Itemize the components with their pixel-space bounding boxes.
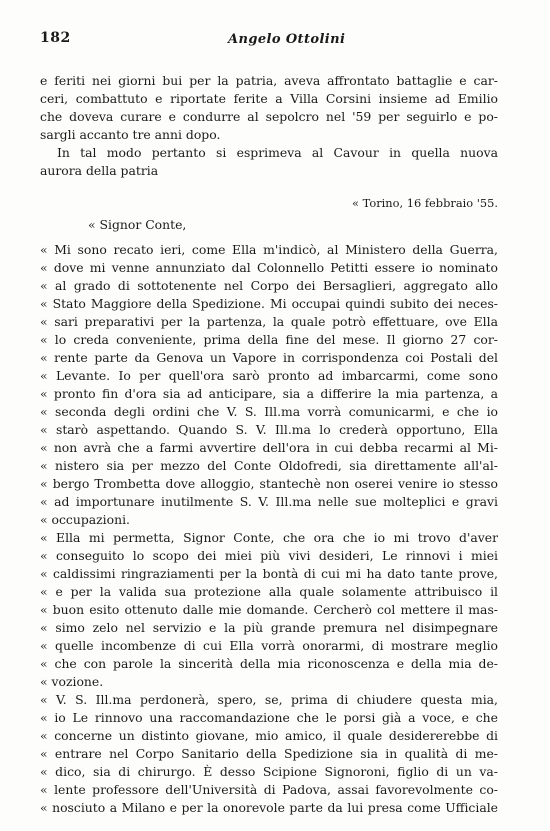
quoted-line: « Levante. Io per quell'ora sarò pronto ad imbarcarmi, come sono [40, 368, 498, 383]
quoted-line: « io Le rinnovo una raccomandazione che le porsi già a voce, e che [40, 710, 498, 725]
quoted-line: « dove mi venne annunziato dal Colonnello Petitti essere io nominato [40, 260, 498, 275]
quoted-line: « rente parte da Genova un Vapore in corrispondenza coi Postali del [40, 350, 498, 365]
quoted-line: « caldissimi ringraziamenti per la bontà di cui mi ha dato tante prove, [40, 566, 498, 581]
quoted-line: « Stato Maggiore della Spedizione. Mi occupai quindi subito dei neces- [40, 296, 498, 311]
quoted-line: « simo zelo nel servizio e la più grande premura nel disimpegnare [40, 620, 498, 635]
quoted-line: « concerne un distinto giovane, mio amico, il quale desidererebbe di [40, 728, 498, 743]
quoted-line: « nosciuto a Milano e per la onorevole parte da lui presa come Ufficiale [40, 800, 498, 815]
quoted-line: « nistero sia per mezzo del Conte Oldofredi, sia direttamente all'al- [40, 458, 498, 473]
quoted-line: « quelle incombenze di cui Ella vorrà onorarmi, di mostrare meglio [40, 638, 498, 653]
page-number: 182 [40, 30, 71, 46]
quoted-line: « pronto fin d'ora sia ad anticipare, sia a differire la mia partenza, a [40, 386, 498, 401]
letter-salutation: « Signor Conte, [88, 217, 187, 232]
quoted-line: « entrare nel Corpo Sanitario della Spedizione sia in qualità di me- [40, 746, 498, 761]
quoted-line: « e per la valida sua protezione alla quale solamente attribuisco il [40, 584, 498, 599]
quoted-line: « vozione. [40, 674, 104, 689]
quoted-line: « ad importunare inutilmente S. V. Ill.ma nelle sue molteplici e gravi [40, 494, 498, 509]
running-head: Angelo Ottolini [228, 32, 346, 47]
quoted-line: « starò aspettando. Quando S. V. Ill.ma lo crederà opportuno, Ella [40, 422, 498, 437]
quoted-line: « buon esito ottenuto dalle mie domande. Cercherò col mettere il mas- [40, 602, 498, 617]
quoted-line: « lo creda conveniente, prima della fine del mese. Il giorno 27 cor- [40, 332, 498, 347]
quoted-line: « Ella mi permetta, Signor Conte, che ora che io mi trovo d'aver [40, 530, 498, 545]
quoted-line: « sari preparativi per la partenza, la quale potrò effettuare, ove Ella [40, 314, 498, 329]
text-line: aurora della patria [40, 163, 159, 178]
quoted-line: « Mi sono recato ieri, come Ella m'indicò, al Ministero della Guerra, [40, 242, 498, 257]
letter-dateline: « Torino, 16 febbraio '55. [352, 196, 498, 210]
quoted-line: « lente professore dell'Università di Padova, assai favorevolmente co- [40, 782, 498, 797]
quoted-line: « dico, sia di chirurgo. È desso Scipione Signoroni, figlio di un va- [40, 764, 498, 779]
text-line: che doveva curare e condurre al sepolcro nel '59 per seguirlo e po- [40, 109, 498, 124]
quoted-line: « bergo Trombetta dove alloggio, stantechè non oserei venire io stesso [40, 476, 498, 491]
text-line: sargli accanto tre anni dopo. [40, 127, 221, 142]
quoted-line: « V. S. Ill.ma perdonerà, spero, se, prima di chiudere questa mia, [40, 692, 498, 707]
text-line: In tal modo pertanto si esprimeva al Cavour in quella nuova [57, 145, 498, 160]
quoted-line: « conseguito lo scopo dei miei più vivi desideri, Le rinnovi i miei [40, 548, 498, 563]
quoted-line: « occupazioni. [40, 512, 130, 527]
quoted-line: « che con parole la sincerità della mia riconoscenza e della mia de- [40, 656, 498, 671]
text-line: ceri, combattuto e riportate ferite a Villa Corsini insieme ad Emilio [40, 91, 498, 106]
quoted-line: « al grado di sottotenente nel Corpo dei Bersaglieri, aggregato allo [40, 278, 498, 293]
page-header [40, 30, 510, 52]
quoted-line: « seconda degli ordini che V. S. Ill.ma vorrà comunicarmi, e che io [40, 404, 498, 419]
quoted-line: « non avrà che a farmi avvertire dell'ora in cui debba recarmi al Mi- [40, 440, 498, 455]
text-line: e feriti nei giorni bui per la patria, aveva affrontato battaglie e car- [40, 73, 498, 88]
